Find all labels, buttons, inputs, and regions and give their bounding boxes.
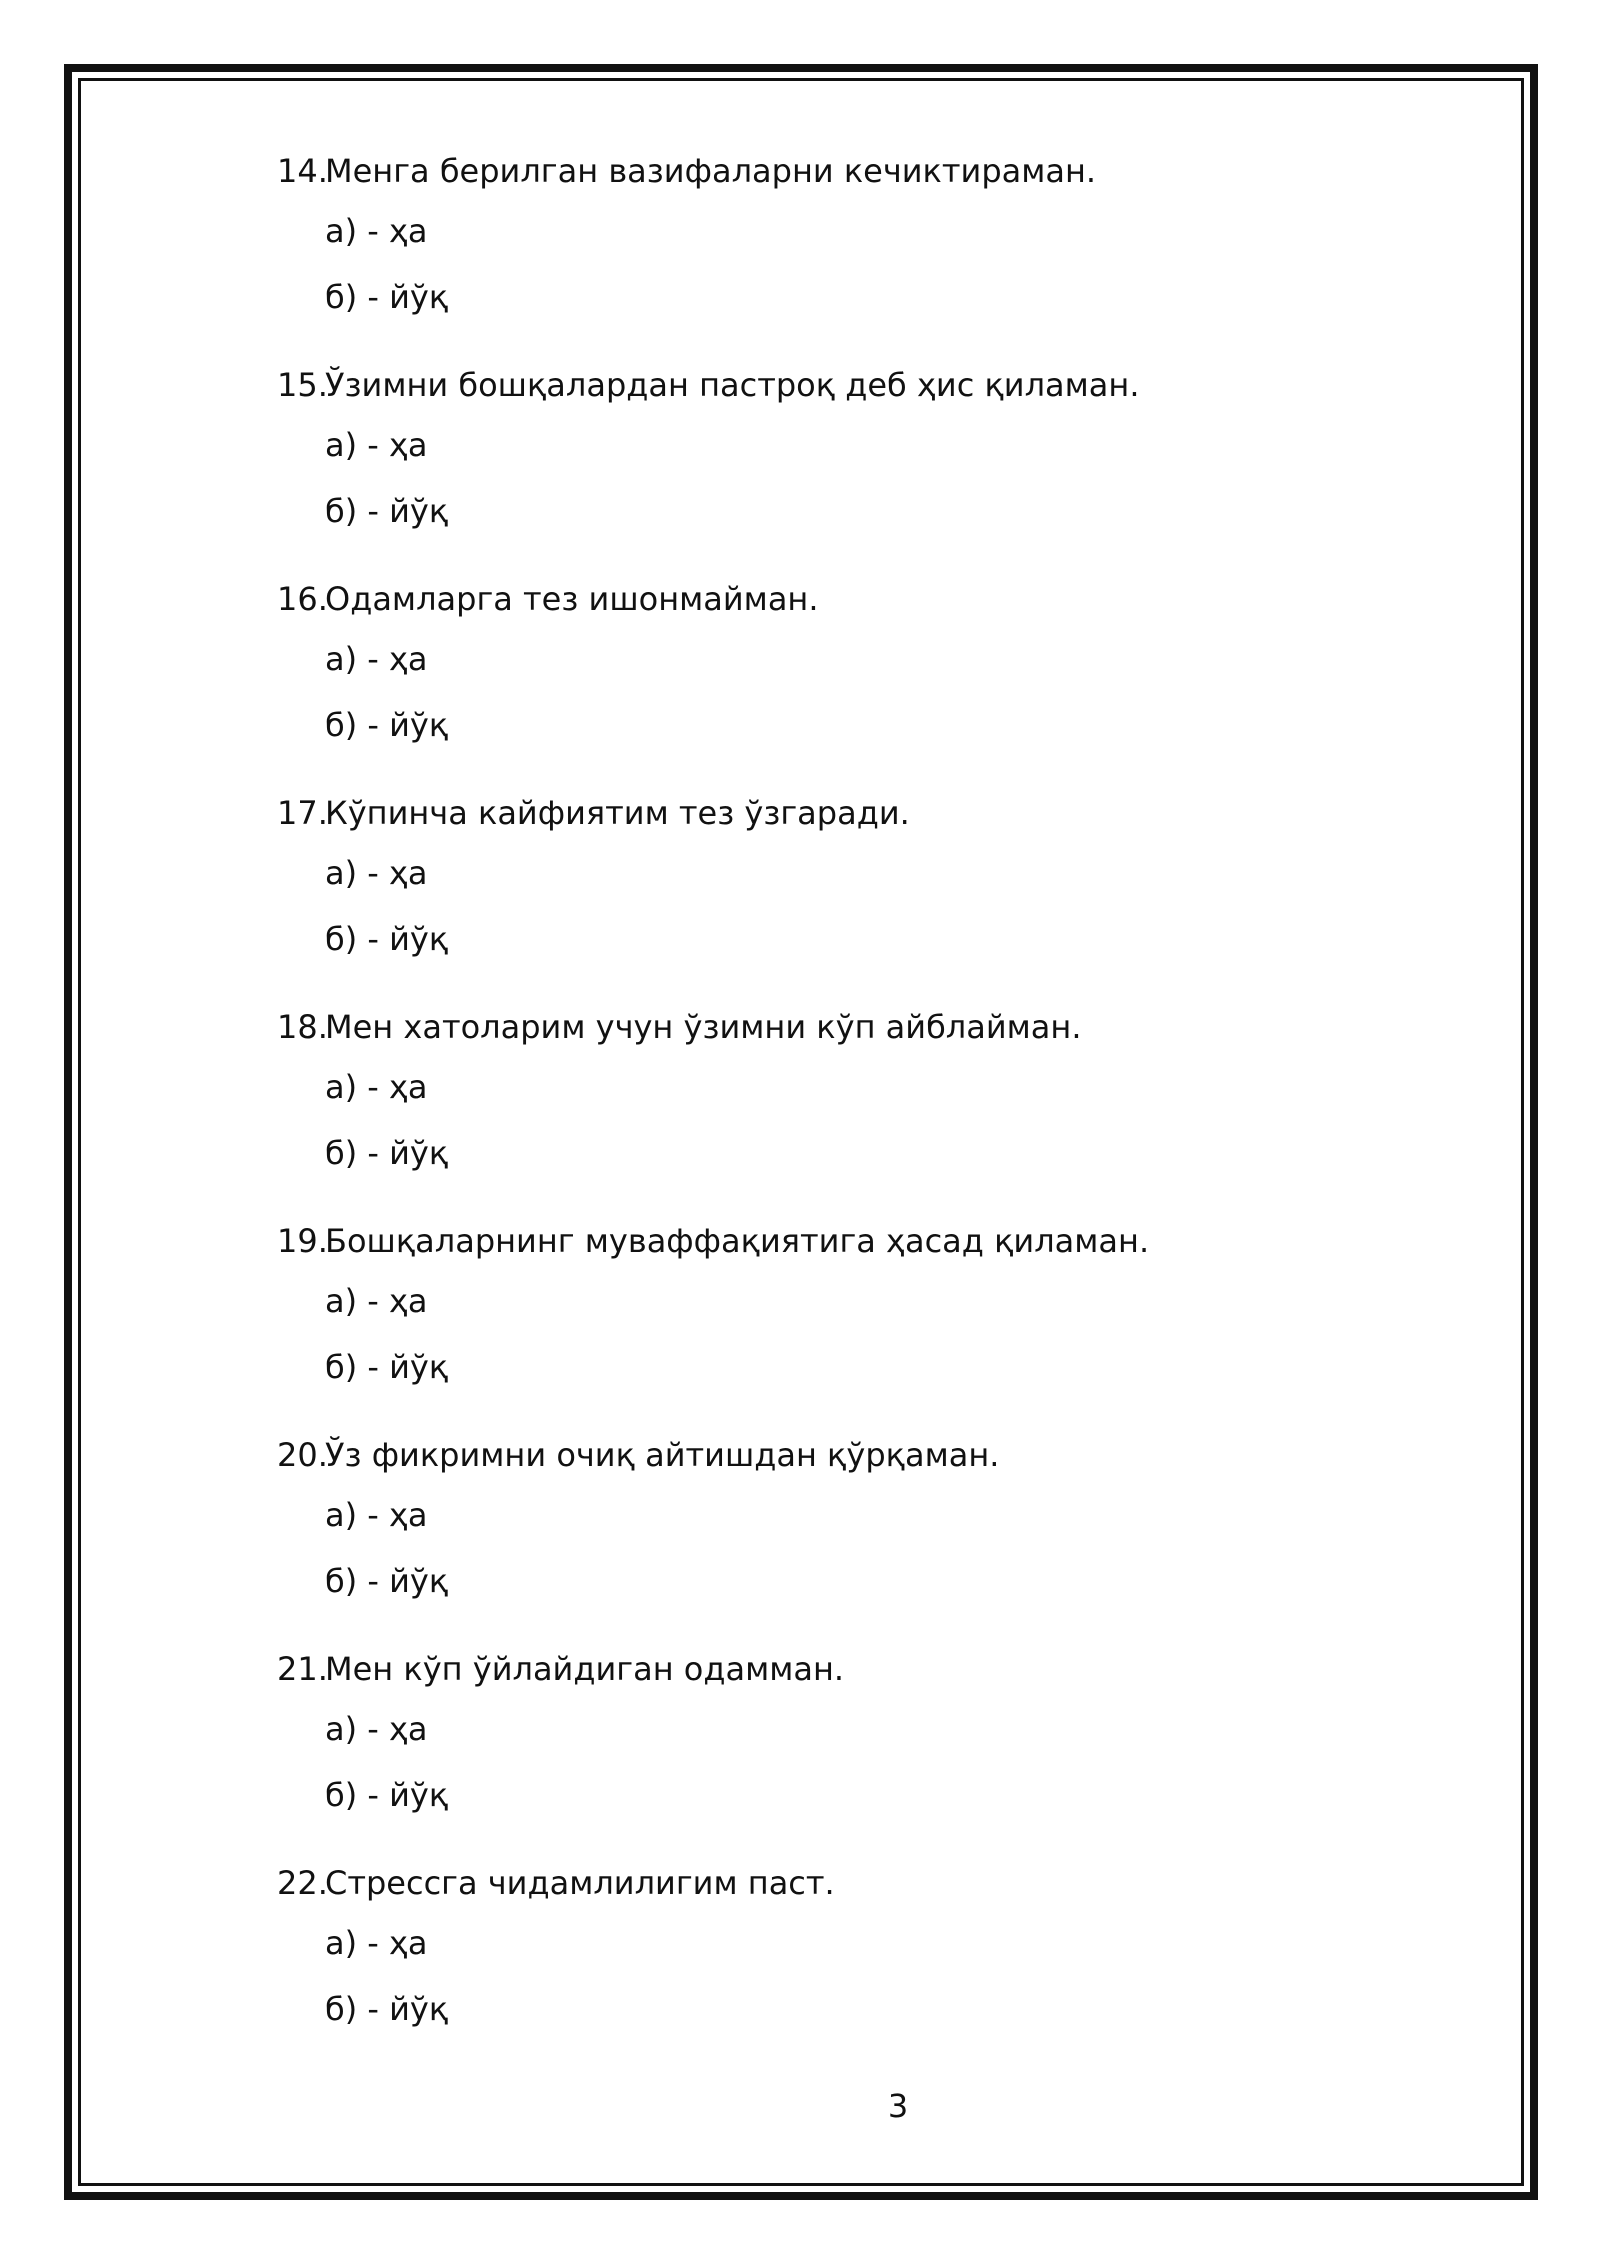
option-b: б) - йўқ (325, 1562, 449, 1600)
question-number: 15. (277, 366, 328, 404)
question-21 (277, 1648, 1377, 1862)
question-text: Одамларга тез ишонмайман. (325, 580, 819, 618)
question-17 (277, 792, 1377, 1006)
question-line (277, 578, 1377, 638)
option-a: а) - ҳа (325, 1924, 428, 1962)
option-a: а) - ҳа (325, 212, 428, 250)
question-19 (277, 1220, 1377, 1434)
question-number: 17. (277, 794, 328, 832)
question-line (277, 1006, 1377, 1066)
option-a: а) - ҳа (325, 1496, 428, 1534)
option-b: б) - йўқ (325, 492, 449, 530)
option-b: б) - йўқ (325, 1348, 449, 1386)
page-number: 3 (887, 2087, 909, 2125)
option-b: б) - йўқ (325, 1134, 449, 1172)
question-text: Стрессга чидамлилигим паст. (325, 1864, 835, 1902)
option-a: а) - ҳа (325, 854, 428, 892)
option-b: б) - йўқ (325, 1990, 449, 2028)
question-text: Ўз фикримни очиқ айтишдан қўрқаман. (325, 1436, 1000, 1474)
question-number: 19. (277, 1222, 328, 1260)
option-a: а) - ҳа (325, 640, 428, 678)
question-line (277, 1648, 1377, 1708)
question-number: 14. (277, 152, 328, 190)
option-a: а) - ҳа (325, 1710, 428, 1748)
question-number: 22. (277, 1864, 328, 1902)
question-text: Ўзимни бошқалардан пастроқ деб ҳис қиламан. (325, 366, 1140, 404)
question-text: Кўпинча кайфиятим тез ўзгаради. (325, 794, 910, 832)
question-22 (277, 1862, 1377, 2076)
question-number: 16. (277, 580, 328, 618)
question-16 (277, 578, 1377, 792)
option-b: б) - йўқ (325, 278, 449, 316)
question-text: Мен хатоларим учун ўзимни кўп айблайман. (325, 1008, 1082, 1046)
option-b: б) - йўқ (325, 706, 449, 744)
option-a: а) - ҳа (325, 426, 428, 464)
question-text: Мен кўп ўйлайдиган одамман. (325, 1650, 845, 1688)
question-15 (277, 364, 1377, 578)
questionnaire (277, 150, 1377, 2076)
option-a: а) - ҳа (325, 1068, 428, 1106)
question-number: 18. (277, 1008, 328, 1046)
question-line (277, 792, 1377, 852)
question-text: Бошқаларнинг муваффақиятига ҳасад қиламан. (325, 1222, 1150, 1260)
question-14 (277, 150, 1377, 364)
option-b: б) - йўқ (325, 920, 449, 958)
question-number: 20. (277, 1436, 328, 1474)
question-line (277, 1220, 1377, 1280)
question-text: Менга берилган вазифаларни кечиктираман. (325, 152, 1097, 190)
question-20 (277, 1434, 1377, 1648)
question-line (277, 1434, 1377, 1494)
option-b: б) - йўқ (325, 1776, 449, 1814)
question-number: 21. (277, 1650, 328, 1688)
question-18 (277, 1006, 1377, 1220)
option-a: а) - ҳа (325, 1282, 428, 1320)
question-line (277, 150, 1377, 210)
question-line (277, 1862, 1377, 1922)
page-number-footer (0, 2085, 1600, 2127)
question-line (277, 364, 1377, 424)
